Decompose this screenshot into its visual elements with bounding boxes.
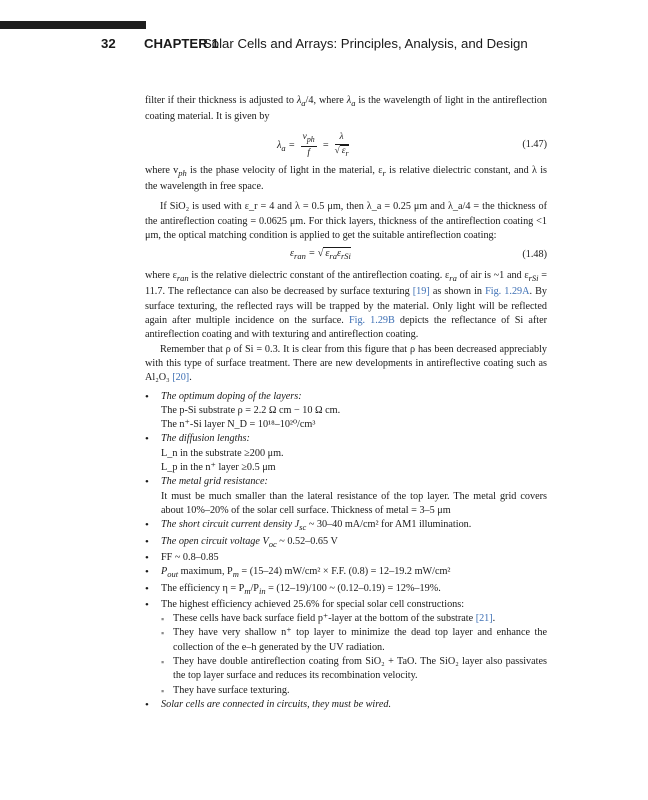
running-header (0, 36, 648, 54)
list-item: • $P_{out}$ maximum, $P_m = (15-24) mW/cm^2 \times F.F$. (0.8) = 12–19.2 mW/cm² (145, 565, 547, 581)
chapter-label: CHAPTER 1 (144, 36, 219, 51)
figure-link[interactable]: Fig. 1.29A (485, 286, 530, 298)
citation-link[interactable]: [19] (412, 286, 430, 298)
citation-link[interactable]: [21] (475, 613, 493, 625)
paragraph-4: where $\varepsilon_{ran}$ is the relative dielectric constant of the antireflection coating. $\varepsilon_{ra}$ of air is ~1 and $\varepsilon_{rSi} = 11.7$. The reflectance can also be decreased by surface texturing [19] as shown in Fig. 1.29A. By surface texturing, the reflected rays will be trapped by the material. Only light will be reflected again after multiple incidence on the surface. Fig. 1.29B depicts the reflectance of Si after antireflection coating and with texturing and antireflection coating. (145, 270, 548, 341)
paragraph-1: filter if their thickness is adjusted to $\lambda_a/4$, where $\lambda_a$ is the wavelength of light in the antireflection coating material. It is given by (145, 95, 548, 123)
page-body (145, 94, 547, 712)
chapter-title: Solar Cells and Arrays: Principles, Analysis, and Design (203, 36, 528, 51)
paragraph-5: Remember that ρ of Si = 0.3. It is clear from this figure that ρ has been decreased appreciably with this type of surface treatment. There are new developments in antireflective coating such as Al₂O₃ [20]. (145, 343, 547, 384)
list-item: • The diffusion lengths: L_n in the substrate ≥200 μm. L_p in the n⁺ layer ≥0.5 μm (145, 432, 547, 475)
list-item: • The optimum doping of the layers: The p-Si substrate ρ = 2.2 Ω cm − 10 Ω cm. The n⁺-Si layer N_D = 10¹⁸–10²⁰/cm³ (145, 390, 547, 433)
list-item: • FF ~ 0.8–0.85 (145, 551, 547, 565)
equation-1-48: $\varepsilon_{ran}$ = √ $\varepsilon_{ra}\varepsilon_{rSi}$ (1.48) (290, 248, 547, 262)
bullet-list (145, 390, 547, 713)
equation-1-47: $\lambda_a$ = $\frac{v_{ph}}{f}$ = $\frac{\lambda}{√ \varepsilon_r}$ (1.47) (277, 131, 547, 158)
page-number: 32 (101, 36, 116, 51)
list-item: • The metal grid resistance: It must be much smaller than the lateral resistance of the top layer. The metal grid covers about 10%–20% of the solar cell surface. Thickness of metal = 3–5 μm (145, 475, 547, 518)
list-item: • The short circuit current density $J_{sc}$ ~ 30–40 mA/cm² for AM1 illumination. (145, 518, 547, 534)
list-item: • The highest efficiency achieved 25.6% for special solar cell constructions: ▪ These cells have back surface field p⁺-layer at the bottom of the substrate [21]. ▪ They have very shallow n⁺ top layer to minimize the dead top layer and enhance the collection of the e–h generated by the UV radiation. ▪ They have double antireflection coating from SiO₂ + TaO. The SiO₂ layer also passivates the top layer surface and reduces its recombination velocity. ▪ They have surface texturing. (145, 598, 547, 698)
equation-number: (1.47) (522, 138, 547, 150)
sub-list-item: ▪ They have surface texturing. (161, 684, 547, 698)
sub-list-item: ▪ They have very shallow n⁺ top layer to minimize the dead top layer and enhance the collection of the e–h generated by the UV radiation. (161, 626, 547, 655)
paragraph-3: If SiO₂ is used with ε_r = 4 and λ = 0.5 μm, then λ_a = 0.25 μm and λ_a/4 = the thickness of the antireflection coating = 0.0625 μm. For thick layers, thickness of the antireflection coating <1 μm, the optical matching condition is applied to get the suitable antireflection coating: (145, 201, 547, 241)
citation-link[interactable]: [20] (172, 372, 190, 384)
header-rule (0, 21, 146, 29)
sub-list-item: ▪ These cells have back surface field p⁺-layer at the bottom of the substrate [21]. (161, 612, 547, 626)
list-item: • The efficiency $\eta = P_m/P_{in} = (12-19)/100$ ~ (0.12–0.19) = 12%–19%. (145, 582, 547, 598)
figure-link[interactable]: Fig. 1.29B (348, 315, 395, 327)
list-item: • Solar cells are connected in circuits, they must be wired. (145, 698, 547, 712)
sub-list (161, 612, 547, 698)
sub-list-item: ▪ They have double antireflection coating from SiO₂ + TaO. The SiO₂ layer also passivates the top layer surface and reduces its recombination velocity. (161, 655, 547, 684)
list-item: • The open circuit voltage $V_{oc}$ ~ 0.52–0.65 V (145, 535, 547, 551)
equation-number: (1.48) (522, 249, 547, 261)
paragraph-2: where $v_{ph}$ is the phase velocity of light in the material, $\varepsilon_r$ is relative dielectric constant, and λ is the wavelength in free space. (145, 164, 547, 192)
